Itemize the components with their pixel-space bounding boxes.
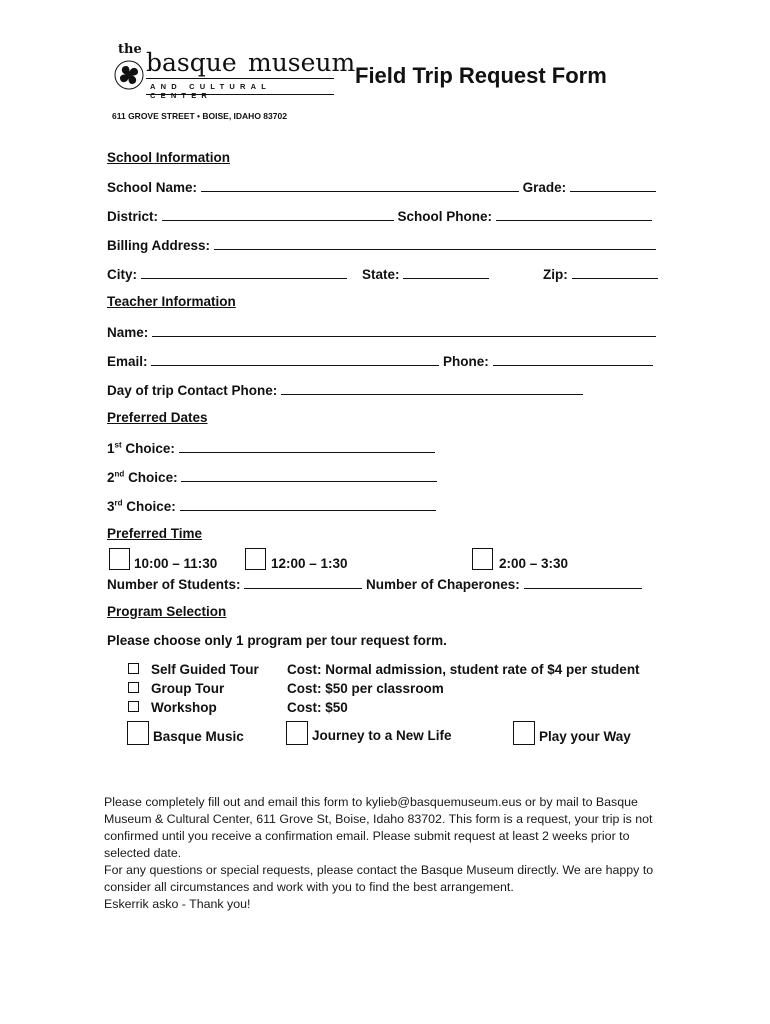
chaperones-field[interactable] (524, 575, 642, 589)
grade-label: Grade: (522, 180, 567, 195)
group-tour-cost: Cost: $50 per classroom (287, 681, 444, 696)
program-option-self-guided[interactable] (128, 662, 259, 677)
contact-paragraph: For any questions or special requests, please contact the Basque Museum directly. We are happy to consider all circumstances and work with you to find the best arrangement. (104, 863, 654, 894)
teacher-heading: Teacher Information (107, 294, 236, 309)
day-phone-row (107, 381, 583, 398)
thank-you-text: Eskerrik asko - Thank you! (104, 897, 251, 911)
basque-music-label: Basque Music (153, 729, 244, 744)
choice-2-field[interactable] (181, 468, 437, 482)
time-option-3-checkbox[interactable] (472, 548, 493, 570)
choice-3-number: 3 (107, 499, 115, 514)
phone-field[interactable] (493, 352, 653, 366)
city-label: City: (107, 267, 137, 282)
school-name-row (107, 178, 656, 195)
time-option-2-checkbox[interactable] (245, 548, 266, 570)
choice-2-row (107, 468, 437, 485)
logo-rule-top (146, 78, 334, 79)
grade-field[interactable] (570, 178, 656, 192)
instructions-paragraph: Please completely fill out and email this form to kylieb@basquemuseum.eus or by mail to Basque Museum & Cultural Center, 611 Grove St, Boise, Idaho 83702. This form is a request, your trip is not confirmed until you receive a confirmation email. Please submit request at least 2 weeks prior to selected date. (104, 795, 653, 860)
group-tour-checkbox[interactable] (128, 682, 139, 693)
state-group (362, 265, 489, 282)
time-option-3-label: 2:00 – 3:30 (499, 556, 569, 571)
logo-subtitle: AND CULTURAL CENTER (150, 82, 271, 100)
teacher-name-field[interactable] (152, 323, 656, 337)
school-name-label: School Name: (107, 180, 198, 195)
choice-3-suffix: rd (114, 498, 123, 508)
choice-1-number: 1 (107, 441, 115, 456)
logo-museum: museum (248, 48, 356, 77)
zip-label: Zip: (543, 267, 568, 282)
school-phone-label: School Phone: (397, 209, 493, 224)
museum-logo (112, 42, 356, 102)
basque-music-checkbox[interactable] (127, 721, 149, 745)
day-phone-label: Day of trip Contact Phone: (107, 383, 278, 398)
students-label: Number of Students: (107, 577, 241, 592)
choice-2-number: 2 (107, 470, 115, 485)
email-row (107, 352, 653, 369)
email-label: Email: (107, 354, 148, 369)
play-your-way-label: Play your Way (539, 729, 631, 744)
self-guided-cost: Cost: Normal admission, student rate of $4 per student (287, 662, 640, 677)
museum-address: 611 GROVE STREET • BOISE, IDAHO 83702 (112, 111, 287, 121)
workshop-cost: Cost: $50 (287, 700, 348, 715)
email-field[interactable] (151, 352, 439, 366)
district-label: District: (107, 209, 159, 224)
billing-address-field[interactable] (214, 236, 656, 250)
state-field[interactable] (403, 265, 489, 279)
choice-1-row (107, 439, 435, 456)
state-label: State: (362, 267, 400, 282)
choice-3-field[interactable] (180, 497, 436, 511)
logo-rule-bottom (146, 94, 334, 95)
school-phone-field[interactable] (496, 207, 652, 221)
journey-checkbox[interactable] (286, 721, 308, 745)
counts-row (107, 575, 642, 592)
teacher-name-row (107, 323, 656, 340)
phone-label: Phone: (443, 354, 489, 369)
time-option-2-label: 12:00 – 1:30 (271, 556, 348, 571)
billing-address-label: Billing Address: (107, 238, 211, 253)
dates-heading: Preferred Dates (107, 410, 208, 425)
workshop-checkbox[interactable] (128, 701, 139, 712)
school-heading: School Information (107, 150, 230, 165)
time-option-1-checkbox[interactable] (109, 548, 130, 570)
day-phone-field[interactable] (281, 381, 583, 395)
teacher-name-label: Name: (107, 325, 149, 340)
students-field[interactable] (244, 575, 362, 589)
workshop-label: Workshop (151, 700, 217, 715)
choice-3-label: Choice: (126, 499, 176, 514)
zip-group (543, 265, 658, 282)
choice-2-label: Choice: (128, 470, 178, 485)
program-option-group-tour[interactable] (128, 681, 224, 696)
zip-field[interactable] (572, 265, 658, 279)
play-your-way-checkbox[interactable] (513, 721, 535, 745)
district-row (107, 207, 652, 224)
choice-1-label: Choice: (125, 441, 175, 456)
logo-basque: basque (146, 48, 237, 77)
time-option-1-label: 10:00 – 11:30 (134, 556, 218, 571)
city-row (107, 265, 347, 282)
city-field[interactable] (141, 265, 347, 279)
chaperones-label: Number of Chaperones: (366, 577, 520, 592)
lauburu-icon (114, 60, 144, 90)
self-guided-label: Self Guided Tour (151, 662, 259, 677)
time-heading: Preferred Time (107, 526, 203, 541)
group-tour-label: Group Tour (151, 681, 225, 696)
form-title: Field Trip Request Form (355, 63, 607, 88)
program-instruction: Please choose only 1 program per tour request form. (107, 633, 447, 648)
school-name-field[interactable] (201, 178, 519, 192)
logo-the: the (118, 42, 142, 57)
journey-label: Journey to a New Life (312, 728, 452, 743)
billing-row (107, 236, 656, 253)
self-guided-checkbox[interactable] (128, 663, 139, 674)
choice-1-suffix: st (114, 440, 122, 450)
choice-3-row (107, 497, 436, 514)
program-heading: Program Selection (107, 604, 227, 619)
program-option-workshop[interactable] (128, 700, 217, 715)
choice-2-suffix: nd (114, 469, 125, 479)
district-field[interactable] (162, 207, 394, 221)
choice-1-field[interactable] (179, 439, 435, 453)
